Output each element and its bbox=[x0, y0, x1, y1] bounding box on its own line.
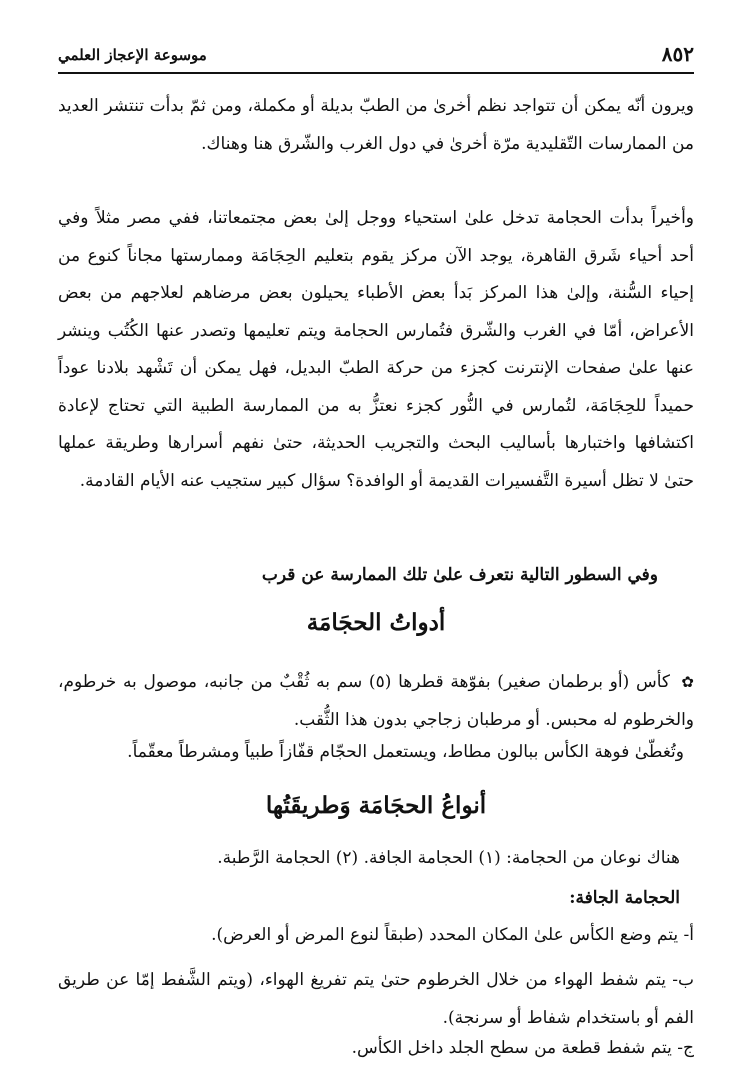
section-heading-types: أنواعُ الحجَامَة وَطريقَتُها bbox=[265, 792, 487, 819]
tools-bullet-item bbox=[58, 664, 694, 739]
section-heading-tools: أدواتُ الحجَامَة bbox=[306, 609, 446, 636]
tools-bullet-text: كأس (أو برطمان صغير) بفوّهة قطرها (٥) سم به ثُقْبٌ من جانبه، موصول به خرطوم، والخرطوم له محبس. أو مرطبان زجاجي بدون هذا الثُّقب. bbox=[58, 672, 694, 730]
paragraph-2: وأخيراً بدأت الحجامة تدخل علىٰ استحياء ووجل إلىٰ بعض مجتمعاتنا، ففي مصر مثلاً وفي أحد أحياء شَرق القاهرة، يوجد الآن مركز يقوم بتعليم الحِجَامَة وممارستها مجاناً كنوع من إحياء السُّنة، وإلىٰ هذا المركز بَدأ بعض الأطباء يحيلون بعض مرضاهم لعلاجهم من بعض الأعراض، أمّا في الغرب والشّرق فتُمارس الحجامة ويتم تعليمها وتصدر عنها الكُتُب وينشر عنها علىٰ صفحات الإنترنت كجزء من حركة الطبّ البديل، فهل يمكن أن تَشْهد بلادنا عوداً حميداً للحِجَامَة، لتُمارس في النُّور كجزء نعتزُّ به من الممارسة الطبية التي تحتاج لإعادة اكتشافها واختبارها بأساليب البحث والتجريب الحديثة، حتىٰ نفهم أسرارها وطريقة عملها حتىٰ لا تظل أسيرة التَّفسيرات القديمة أو الوافدة؟ سؤال كبير ستجيب عنه الأيام القادمة. bbox=[58, 208, 694, 491]
page-number: ٨٥٢ bbox=[661, 42, 694, 66]
types-line: هناك نوعان من الحجامة: (١) الحجامة الجافة. (٢) الحجامة الرَّطبة. bbox=[217, 848, 680, 868]
book-page bbox=[58, 42, 694, 1062]
paragraph-1: ويرون أنّه يمكن أن تتواجد نظم أخرىٰ من الطبّ بديلة أو مكملة، ومن ثمّ بدأت تنتشر العديد من الممارسات التّقليدية مرّة أخرىٰ في دول الغرب والشّرق هنا وهناك. bbox=[58, 96, 694, 154]
step-a: أ- يتم وضع الكأس علىٰ المكان المحدد (طبقاً لنوع المرض أو العرض). bbox=[211, 925, 694, 945]
step-b: ب- يتم شفط الهواء من خلال الخرطوم حتىٰ يتم تفريغ الهواء، (ويتم الشَّفط إمّا عن طريق الفم أو باستخدام شفاط أو سرنجة). bbox=[58, 970, 694, 1028]
page-header bbox=[58, 42, 694, 74]
running-title: موسوعة الإعجاز العلمي bbox=[58, 46, 207, 64]
tools-cover-line: وتُغطّىٰ فوهة الكأس ببالون مطاط، ويستعمل الحجّام قفّازاً طبياً ومشرطاً معقّماً. bbox=[127, 742, 684, 762]
flower-icon: ✿ bbox=[681, 673, 694, 691]
step-c: ج- يتم شفط قطعة من سطح الجلد داخل الكأس. bbox=[351, 1038, 694, 1058]
intro-line: وفي السطور التالية نتعرف علىٰ تلك الممارسة عن قرب bbox=[261, 565, 658, 585]
dry-cupping-heading: الحجامة الجافة: bbox=[569, 888, 680, 908]
